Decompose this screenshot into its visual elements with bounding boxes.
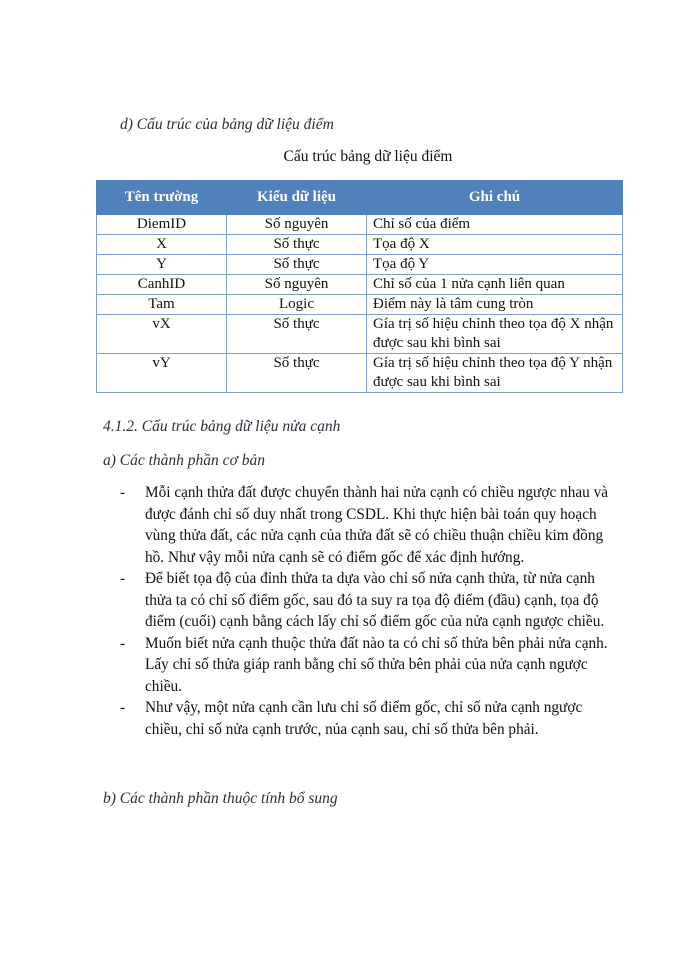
cell-note: Gía trị số hiệu chỉnh theo tọa độ Y nhận được sau khi bình sai: [367, 354, 623, 393]
cell-data-type: Số nguyên: [227, 275, 367, 295]
table-header-row: [97, 181, 623, 215]
section-heading-b: b) Các thành phần thuộc tính bổ sung: [103, 790, 338, 807]
table-row: [97, 354, 623, 393]
list-item: [120, 697, 618, 740]
cell-data-type: Logic: [227, 295, 367, 315]
cell-data-type: Số nguyên: [227, 215, 367, 235]
table-row: [97, 215, 623, 235]
section-heading-a: a) Các thành phần cơ bản: [103, 452, 265, 469]
table-row: [97, 275, 623, 295]
table-row: [97, 295, 623, 315]
cell-field-name: vX: [97, 315, 227, 354]
cell-note: Gía trị số hiệu chỉnh theo tọa độ X nhận được sau khi bình sai: [367, 315, 623, 354]
bullet-list: [120, 482, 618, 740]
list-item: [120, 633, 618, 698]
cell-data-type: Số thực: [227, 255, 367, 275]
list-item-text: Muốn biết nửa cạnh thuộc thửa đất nào ta có chỉ số thửa bên phải nửa cạnh. Lấy chỉ số thửa giáp ranh bằng chỉ số thửa bên phải của nửa cạnh ngược chiều.: [145, 634, 608, 695]
list-item-text: Mỗi cạnh thửa đất được chuyển thành hai nửa cạnh có chiều ngược nhau và được đánh chỉ số duy nhất trong CSDL. Khi thực hiện bài toán quy hoạch vùng thửa đất, các nửa cạnh của thửa đất sẽ có chiều thuận chiều kim đồng hồ. Như vậy mỗi nửa cạnh sẽ có điểm gốc để xác định hướng.: [145, 484, 609, 566]
table-caption: Cấu trúc bảng dữ liệu điểm: [283, 148, 453, 165]
cell-note: Tọa độ Y: [367, 255, 623, 275]
table-row: [97, 315, 623, 354]
section-heading-4-1-2: 4.1.2. Cấu trúc bảng dữ liệu nửa cạnh: [103, 418, 341, 435]
point-data-table: [96, 180, 623, 393]
list-item-text: Như vậy, một nửa cạnh cần lưu chỉ số điểm gốc, chỉ số nửa cạnh ngược chiều, chỉ số nửa cạnh trước, nủa cạnh sau, chỉ số thửa bên phải.: [145, 699, 583, 738]
cell-field-name: X: [97, 235, 227, 255]
cell-data-type: Số thực: [227, 235, 367, 255]
list-item: [120, 482, 618, 568]
bullet-marker: -: [120, 570, 126, 587]
column-header-note: Ghi chú: [367, 181, 623, 215]
cell-note: Chỉ số của điểm: [367, 215, 623, 235]
table-row: [97, 235, 623, 255]
cell-field-name: DiemID: [97, 215, 227, 235]
table-row: [97, 255, 623, 275]
bullet-marker: -: [120, 634, 126, 652]
section-heading-d: d) Cấu trúc của bảng dữ liệu điểm: [120, 116, 334, 133]
column-header-field-name: Tên trường: [97, 181, 227, 215]
cell-field-name: Tam: [97, 295, 227, 315]
cell-field-name: vY: [97, 354, 227, 393]
cell-note: Tọa độ X: [367, 235, 623, 255]
list-item: [120, 568, 618, 633]
cell-data-type: Số thực: [227, 315, 367, 354]
cell-field-name: Y: [97, 255, 227, 275]
cell-note: Chỉ số của 1 nửa cạnh liên quan: [367, 275, 623, 295]
bullet-marker: -: [120, 484, 126, 501]
list-item-text: Để biết tọa độ của đỉnh thửa ta dựa vào chỉ số nửa cạnh thửa, từ nửa cạnh thửa ta có chỉ số điểm gốc, sau đó ta suy ra tọa độ điểm (đầu) cạnh, tọa độ điểm (cuối) cạnh bằng cách lấy chỉ số điểm gốc của nửa cạnh ngược chiều.: [145, 570, 605, 630]
cell-data-type: Số thực: [227, 354, 367, 393]
cell-field-name: CanhID: [97, 275, 227, 295]
bullet-marker: -: [120, 699, 126, 716]
column-header-data-type: Kiểu dữ liệu: [227, 181, 367, 215]
cell-note: Điểm này là tâm cung tròn: [367, 295, 623, 315]
